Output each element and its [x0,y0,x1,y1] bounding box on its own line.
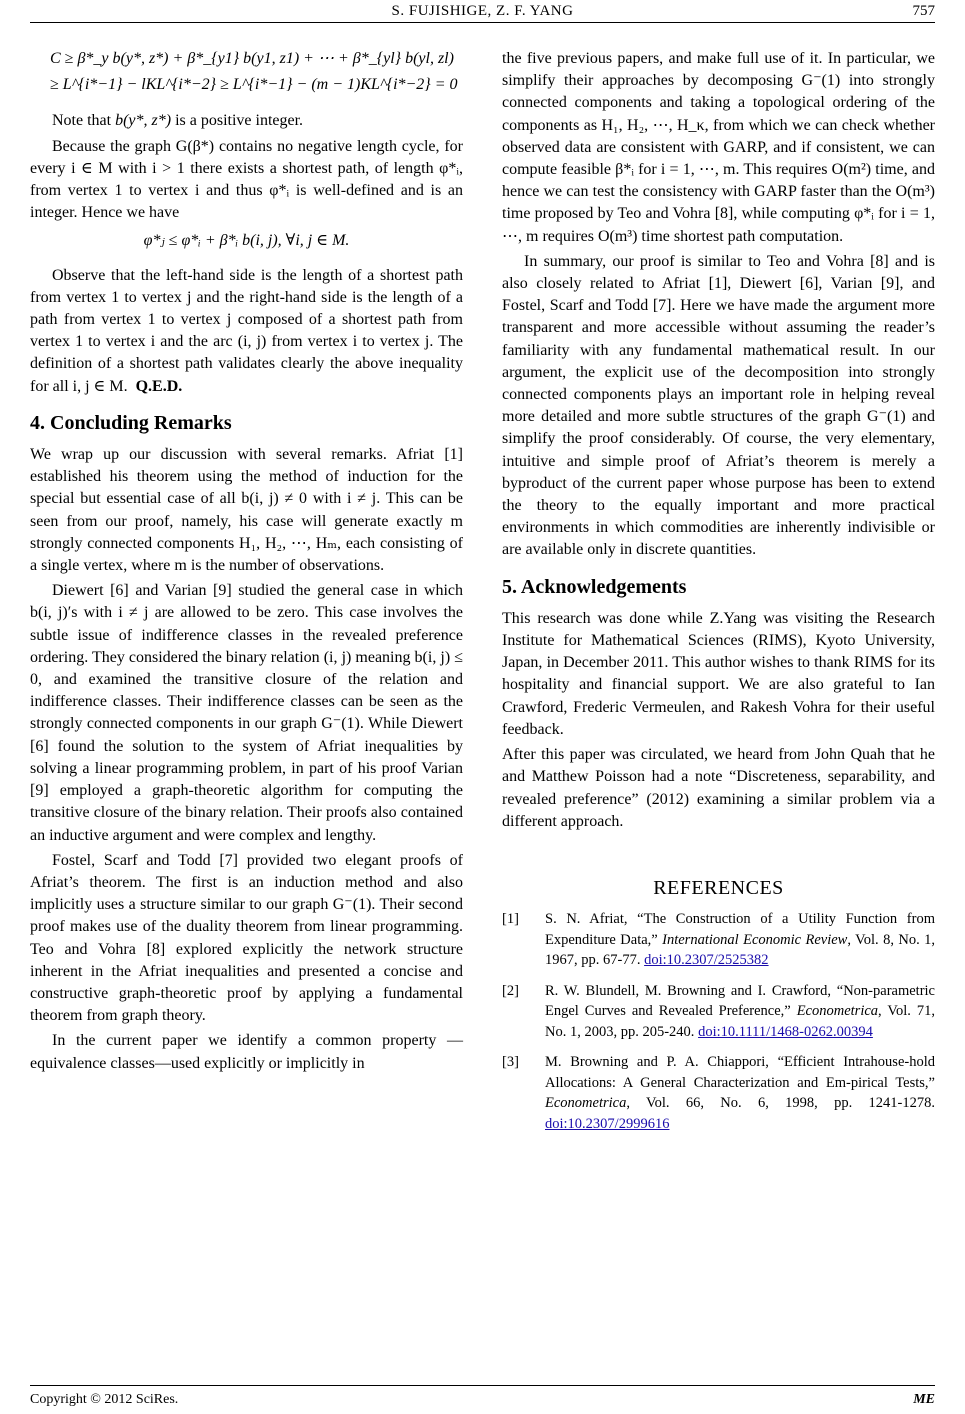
reference-journal: Econometrica [545,1095,627,1112]
right-column [502,48,935,1144]
running-title: S. FUJISHIGE, Z. F. YANG [391,3,574,19]
page-number: 757 [912,3,935,19]
left-column [30,48,463,1078]
reference-journal: International Economic Review [662,931,848,948]
shortest-path-inequality: φ*ⱼ ≤ φ*ᵢ + β*ᵢ b(i, j), ∀i, j ∈ M. [143,232,350,250]
note-math: b(y*, z*) [115,112,172,130]
paragraph-concluding-4: In the current paper we identify a common property —equivalence classes—used explicitly or implicitly in [30,1032,463,1072]
doi-link[interactable]: doi:10.2307/2999616 [545,1115,670,1132]
references-heading: REFERENCES [653,876,784,899]
qed-mark: Q.E.D. [135,377,183,395]
paragraph-concluding-1: We wrap up our discussion with several remarks. Afriat [1] established his theorem using the method of induction for the special but essential case of all b(i, j) ≠ 0 with i ≠ j. This can be seen from our proof, namely, his case will generate exactly m strongly connected components H₁, H₂, ⋯, Hₘ, each consisting of a single vertex, where m is the number of observations. [30,446,463,575]
reference-text [545,909,935,971]
equation-chain-bottom: ≥ L^{i*−1} − lKL^{i*−2} ≥ L^{i*−1} − (m − 1)KL^{i*−2} = 0 [50,76,458,94]
section-heading-concluding: 4. Concluding Remarks [30,411,232,434]
note-post: is a positive integer. [175,112,304,130]
paragraph-continued: the five previous papers, and make full use of it. In particular, we simplify their approaches by decomposing G⁻(1) into strongly connected components and taking a topological ordering of the components as H₁, H₂, ⋯, H_κ, from which we can check whether observed data are consistent with GARP, and if consistent, we can compute feasible β*ᵢ for i = 1, ⋯, m. This requires O(m²) time, and hence we can test the consistency with GARP faster than the O(m³) time proposed by Teo and Vohra [8], while computing φ*ᵢ for i = 1, ⋯, m requires O(m³) time shortest path computation. [502,50,935,245]
paragraph-concluding-3: Fostel, Scarf and Todd [7] provided two elegant proofs of Afriat’s theorem. The first is an induction method and also implicitly uses a structure similar to our graph G⁻(1). Their second proof makes use of the duality theorem from linear programming. Teo and Vohra [8] explored explicitly the network structure inherent in the Afriat inequalities and presented a concise and constructive graph-theoretic proof by applying a fundamental theorem from graph theory. [30,851,463,1025]
observe-text: Observe that the left-hand side is the length of a shortest path from vertex 1 to vertex j and the right-hand side is the length of a path from vertex 1 to vertex j composed of a shortest path from vertex 1 to vertex i and the arc (i, j) from vertex i to vertex j. The definition of a shortest path validates clearly the above inequality for all i, j ∈ M. [30,266,463,395]
reference-item [502,981,935,1043]
header-rule [30,22,935,23]
reference-authors-title: M. Browning and P. A. Chiappori, “Efficient Intrahouse-hold Allocations: A General Characterization and Em-pirical Tests,” [545,1054,935,1091]
section-heading-acknowledgements: 5. Acknowledgements [502,575,687,598]
reference-text [545,981,935,1043]
reference-authors-title: S. N. Afriat, “The Construction of a Utility Function from Expenditure Data,” [545,911,935,948]
reference-number: [3] [502,1054,519,1071]
reference-details: , Vol. 66, No. 6, 1998, pp. 1241-1278. [626,1095,935,1112]
paragraph-concluding-2: Diewert [6] and Varian [9] studied the general case in which b(i, j)′s with i ≠ j are allowed to be zero. This case involves the subtle issue of indifference classes in the revealed preference ordering. They considered the binary relation (i, j) meaning b(i, j) ≤ 0, and examined the transitive closure of the relation and indifference classes. Their indifference classes can be seen as the strongly connected components in our graph G⁻(1). While Diewert [6] found the solution to the system of Afriat inequalities by solving a linear programming problem, in part of his proof Varian [9] employed a graph-theoretic algorithm for computing the transitive closure of the binary relation. Their proofs also contained an inductive argument and were complex and lengthy. [30,582,463,844]
reference-number: [1] [502,911,519,928]
journal-abbreviation: ME [913,1392,935,1407]
paragraph-observe [30,265,463,398]
note-paragraph [30,110,463,132]
doi-link[interactable]: doi:10.1111/1468-0262.00394 [698,1023,873,1040]
reference-journal: Econometrica [796,1003,879,1020]
note-pre: Note that [52,112,112,130]
paragraph-acknowledgements-1: This research was done while Z.Yang was visiting the Research Institute for Mathematical Sciences (RIMS), Kyoto University, Japan, in December 2011. This author wishes to thank RIMS for its hospitality and financial support. We are also grateful to Ian Crawford, Frederic Vermeulen, and Rakesh Vohra for their useful feedback. [502,609,935,738]
reference-text [545,1052,935,1134]
reference-item [502,1052,935,1134]
paragraph-acknowledgements-2: After this paper was circulated, we heard from John Quah that he and Matthew Poisson had a note “Discreteness, separability, and revealed preference” (2012) examining a similar problem via a different approach. [502,746,935,830]
reference-authors-title: R. W. Blundell, M. Browning and I. Crawford, “Non-parametric Engel Curves and Revealed Preference,” [545,982,935,1020]
paragraph-summary: In summary, our proof is similar to Teo and Vohra [8] and is also closely related to Afriat [1], Diewert [6], Varian [9], and Fostel, Scarf and Todd [7]. Here we have made the argument more transparent and more accessible without assuming the reader’s familiarity with any fundamental mathematical result. In our argument, the explicit use of the decomposition into strongly connected components plays an important role in helping reveal more detailed and more subtle structures of the graph G⁻(1) and simplify the proof considerably. Of course, the very elementary, intuitive and simple proof of Afriat’s theorem is merely a byproduct of the current paper whose purpose has been to extend the theory to the equally important and more practical environments in which commodities are inherently indivisible or are available only in discrete quantities. [502,252,935,559]
reference-details: , Vol. 8, No. 1, 1967, pp. 67-77. [545,931,936,969]
running-header [0,0,965,22]
equation-chain-top: C ≥ β*_y b(y*, z*) + β*_{y1} b(y1, z1) + ⋯ + β*_{yl} b(yl, zl) [50,50,454,67]
reference-details: , Vol. 71, No. 1, 2003, pp. 205-240. [545,1003,935,1040]
reference-number: [2] [502,982,519,999]
copyright-notice: Copyright © 2012 SciRes. [30,1392,179,1407]
reference-item [502,909,935,971]
paragraph-because: Because the graph G(β*) contains no negative length cycle, for every i ∈ M with i > 1 there exists a shortest path, of length φ*ᵢ, from vertex 1 to vertex i and thus φ*ᵢ is well-defined and is an integer. Hence we have [30,137,463,222]
doi-link[interactable]: doi:10.2307/2525382 [644,952,769,969]
footer-rule [30,1385,935,1386]
